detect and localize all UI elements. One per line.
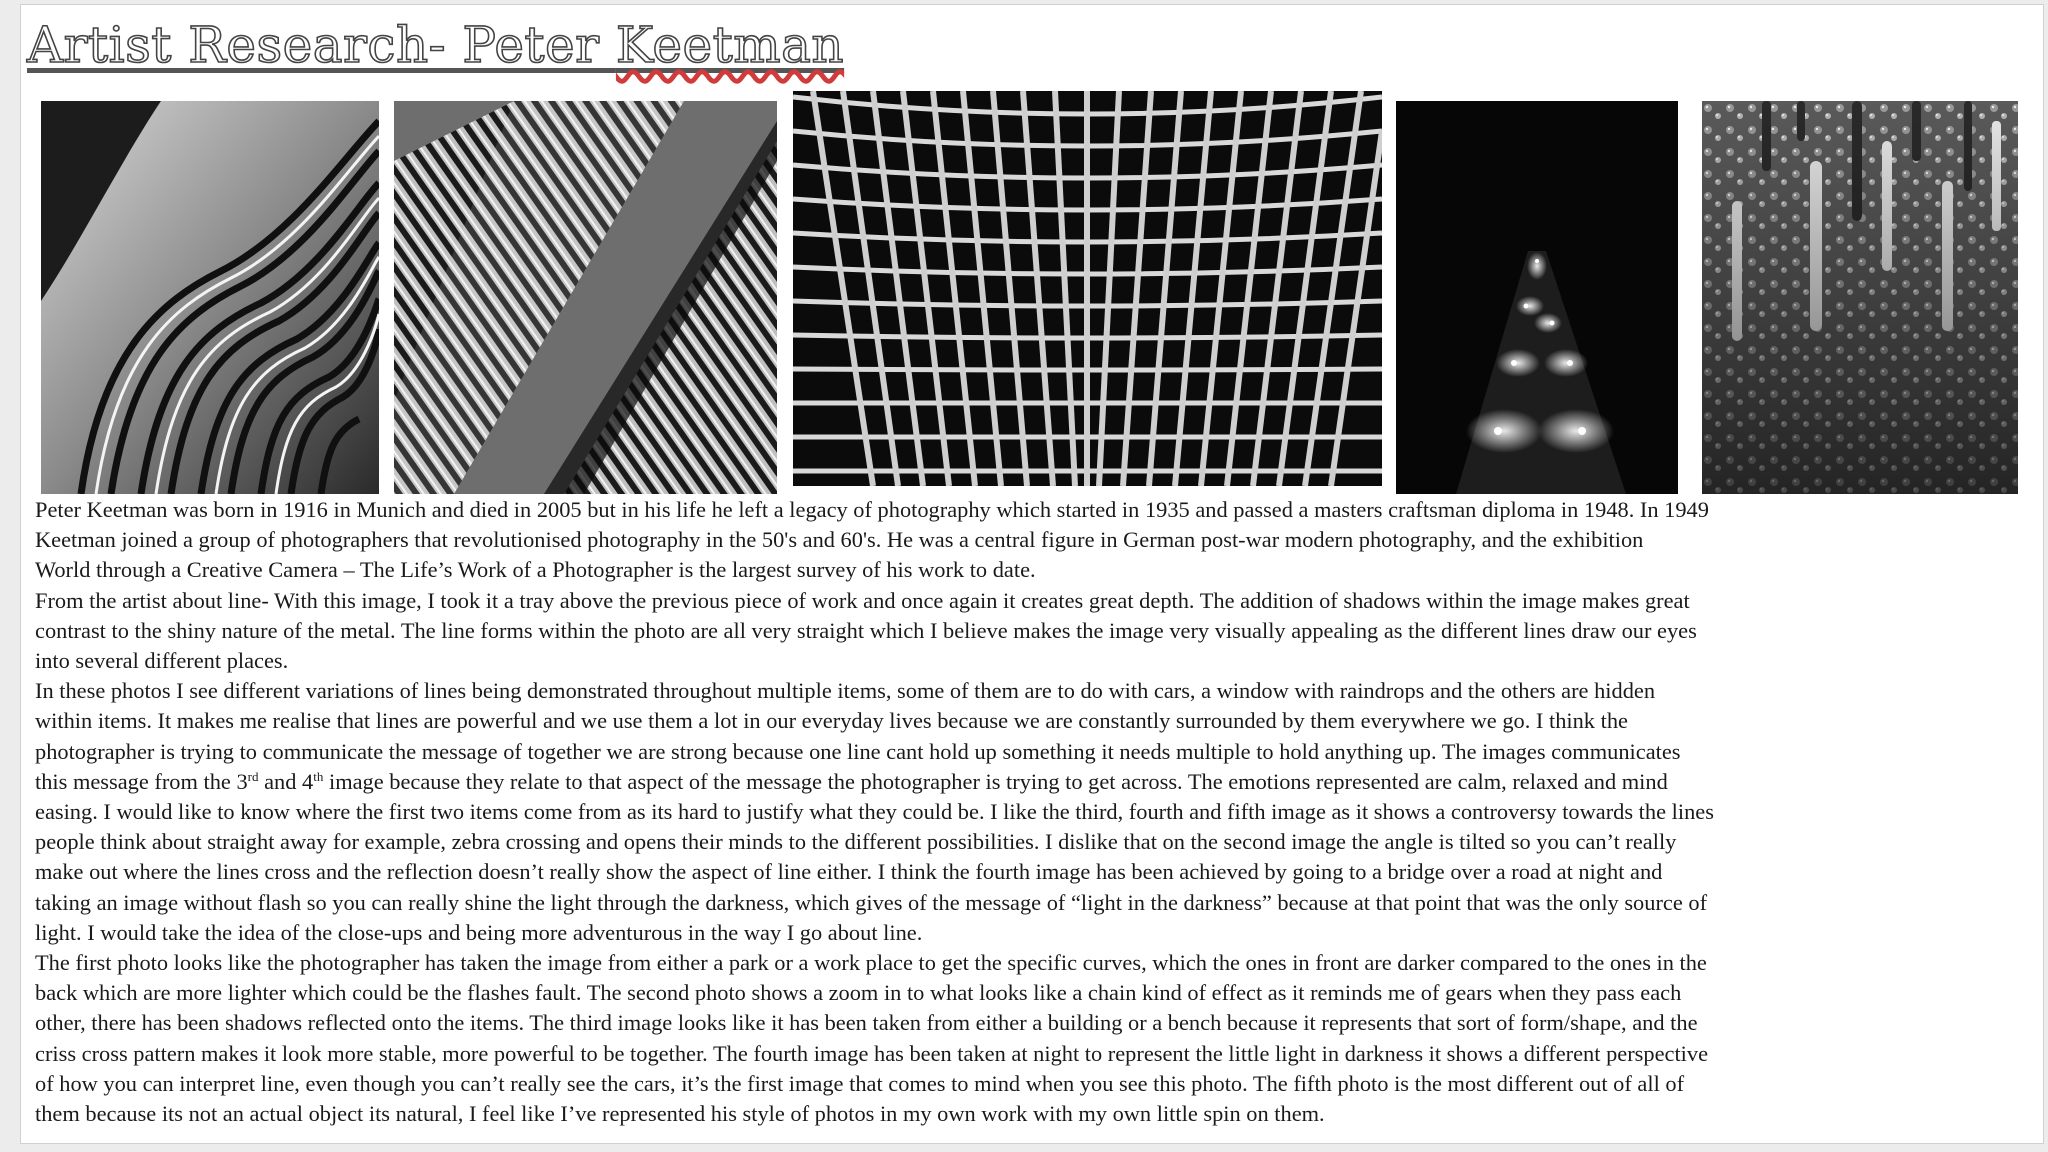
- photo-curved-metal: [41, 101, 379, 494]
- text-line: easing. I would like to know where the first two items come from as its hard to justify what they could be. I like the third, fourth and fifth image as it shows a controversy towards the lines: [35, 799, 1714, 825]
- photo-raindrops-window: [1702, 101, 2018, 494]
- body-text: [35, 495, 2035, 1129]
- text-line: into several different places.: [35, 648, 289, 674]
- text-line: within items. It makes me realise that lines are powerful and we use them a lot in our everyday lives because we are constantly surrounded by them everywhere we go. I think the: [35, 708, 1628, 734]
- text-line: Keetman joined a group of photographers that revolutionised photography in the 50's and 60's. He was a central figure in German post-war modern photography, and the exhibition: [35, 527, 1644, 553]
- text-line: [35, 767, 2035, 797]
- text-line: In these photos I see different variations of lines being demonstrated throughout multiple items, some of them are to do with cars, a window with raindrops and the others are hidden: [35, 678, 1656, 704]
- slide: [20, 4, 2044, 1144]
- text-line: criss cross pattern makes it look more stable, more powerful to be together. The fourth image has been taken at night to represent the little light in darkness it shows a different perspective: [35, 1040, 1709, 1066]
- ordinal-suffix: rd: [247, 768, 259, 784]
- text-line: people think about straight away for example, zebra crossing and opens their minds to the different possibilities. I dislike that on the second image the angle is tilted so you can’t really: [35, 829, 1677, 855]
- text-fragment: image because they relate to that aspect of the message the photographer is trying to get across. The emotions represented are calm, relaxed and mind: [323, 768, 1668, 794]
- photo-ribbed-cylinders: [394, 101, 777, 494]
- text-line: make out where the lines cross and the reflection doesn’t really show the aspect of line either. I think the fourth image has been achieved by going to a bridge over a road at night and: [35, 859, 1663, 885]
- text-line: of how you can interpret line, even though you can’t really see the cars, it’s the first image that comes to mind when you see this photo. The fifth photo is the most different out of all of: [35, 1070, 1685, 1096]
- text-line: them because its not an actual object its natural, I feel like I’ve represented his style of photos in my own work with my own little spin on them.: [35, 1101, 1325, 1127]
- text-line: taking an image without flash so you can really shine the light through the darkness, which gives of the message of “light in the darkness” because at that point that was the only source of: [35, 889, 1708, 915]
- title-prefix: Artist Research- Peter: [27, 16, 616, 74]
- text-line: World through a Creative Camera – The Life’s Work of a Photographer is the largest survey of his work to date.: [35, 557, 1036, 583]
- page-title: [27, 15, 844, 75]
- text-line: back which are more lighter which could be the flashes fault. The second photo shows a zoom in to what looks like a chain kind of effect as it reminds me of gears when they pass each: [35, 980, 1682, 1006]
- text-line: From the artist about line- With this image, I took it a tray above the previous piece of work and once again it creates great depth. The addition of shadows within the image makes great: [35, 587, 1690, 613]
- text-fragment: this message from the 3: [35, 768, 248, 794]
- photo-building-grid: [793, 91, 1382, 486]
- text-line: The first photo looks like the photographer has taken the image from either a park or a work place to get the specific curves, which the ones in front are darker compared to the ones in the: [35, 950, 1707, 976]
- text-line: contrast to the shiny nature of the metal. The line forms within the photo are all very straight which I believe makes the image very visually appealing as the different lines draw our eyes: [35, 617, 1697, 643]
- text-line: light. I would take the idea of the close-ups and being more adventurous in the way I go about line.: [35, 919, 923, 945]
- title-surname: Keetman: [615, 16, 845, 74]
- ordinal-suffix: th: [313, 768, 324, 784]
- text-fragment: and 4: [258, 768, 314, 794]
- text-line: other, there has been shadows reflected onto the items. The third image looks like it has been taken from either a building or a bench because it represents that sort of form/shape, and the: [35, 1010, 1698, 1036]
- photo-road-night: [1396, 101, 1678, 494]
- text-line: photographer is trying to communicate the message of together we are strong because one line cant hold up something it needs multiple to hold anything up. The images communicates: [35, 738, 1681, 764]
- text-line: Peter Keetman was born in 1916 in Munich and died in 2005 but in his life he left a legacy of photography which started in 1935 and passed a masters craftsman diploma in 1948. In 1949: [35, 497, 1709, 522]
